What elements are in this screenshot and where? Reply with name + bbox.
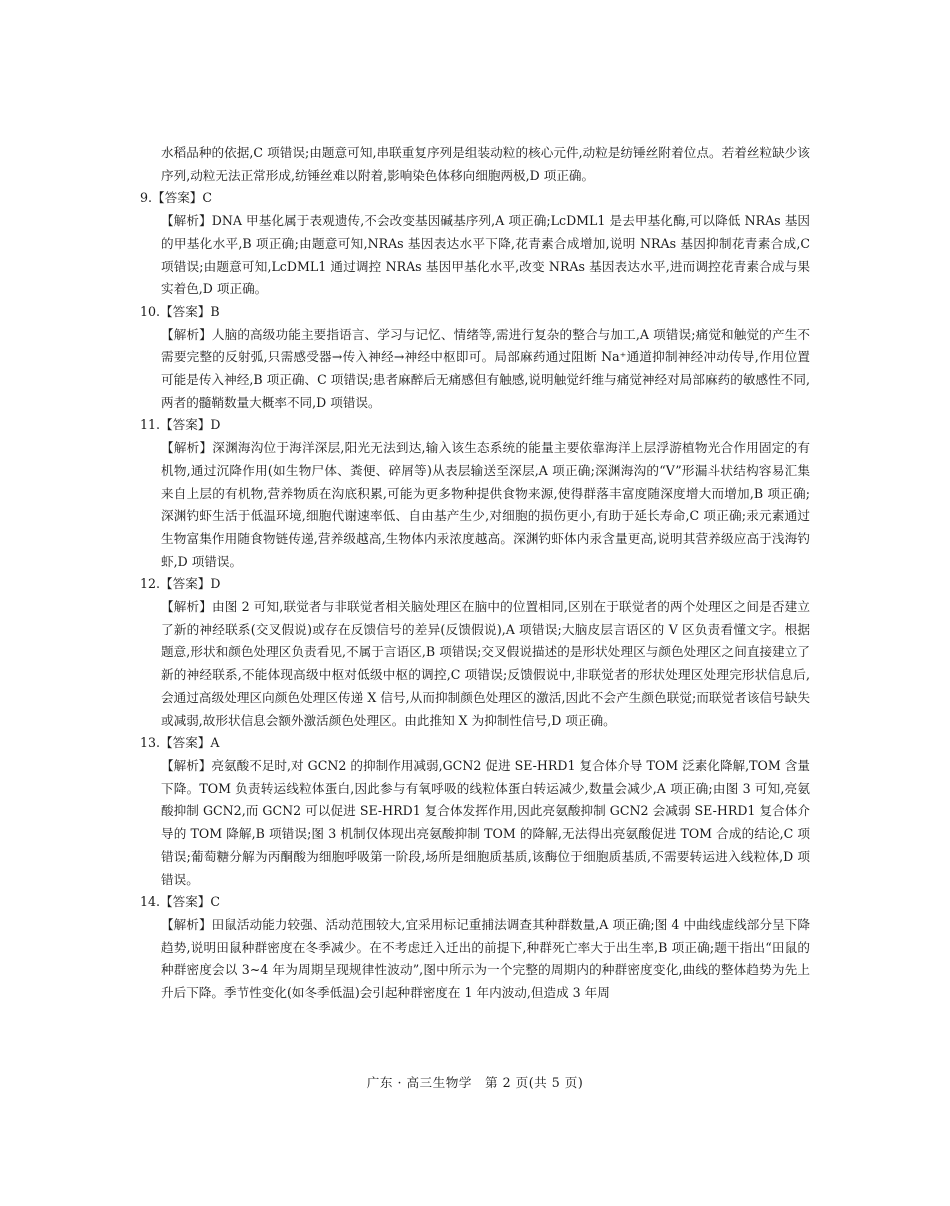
question-14: [140, 891, 810, 1005]
answer-line: 10.【答案】B: [140, 303, 220, 319]
explanation-paragraph: 【解析】亮氨酸不足时,对 GCN2 的抑制作用减弱,GCN2 促进 SE-HRD1 复合体介导 TOM 泛素化降解,TOM 含量下降。TOM 负责转运线粒体蛋白,因此参与有氧呼吸的线粒体蛋白转运减少,数量会减少,A 项正确;由图 3 可知,亮氨酸抑制 GCN2,而 GCN2 可以促进 SE-HRD1 复合体发挥作用,因此亮氨酸抑制 GCN2 会减弱 SE-HRD1 复合体介导的 TOM 降解,B 项错误;图 3 机制仅体现出亮氨酸抑制 TOM 的降解,无法得出亮氨酸促进 TOM 合成的结论,C 项错误;葡萄糖分解为丙酮酸为细胞呼吸第一阶段,场所是细胞质基质,该酶位于细胞质基质,不需要转运进入线粒体,D 项错误。: [161, 757, 810, 887]
page-content: [140, 142, 810, 1005]
question-9: [140, 187, 810, 301]
explanation-paragraph: 【解析】田鼠活动能力较强、活动范围较大,宜采用标记重捕法调查其种群数量,A 项正确;图 4 中曲线虚线部分呈下降趋势,说明田鼠种群密度在冬季减少。在不考虑迁入迁出的前提下,种群死亡率大于出生率,B 项正确;题干指出“田鼠的种群密度会以 3~4 年为周期呈现规律性波动”,图中所示为一个完整的周期内的种群密度变化,曲线的整体趋势为先上升后下降。季节性变化(如冬季低温)会引起种群密度在 1 年内波动,但造成 3 年周: [161, 916, 810, 1001]
question-10: [140, 301, 810, 415]
question-13: [140, 732, 810, 891]
page-footer: 广东 · 高三生物学 第 2 页(共 5 页): [366, 1075, 584, 1090]
intro-paragraph: 水稻品种的依据,C 项错误;由题意可知,串联重复序列是组装动粒的核心元件,动粒是纺锤丝附着位点。若着丝粒缺少该序列,动粒无法正常形成,纺锤丝难以附着,影响染色体移向细胞两极,D 项正确。: [161, 145, 810, 183]
answer-line: 13.【答案】A: [140, 735, 220, 751]
explanation-paragraph: 【解析】DNA 甲基化属于表观遗传,不会改变基因碱基序列,A 项正确;LcDML1 是去甲基化酶,可以降低 NRAs 基因的甲基化水平,B 项正确;由题意可知,NRAs 基因表达水平下降,花青素合成增加,说明 NRAs 基因抑制花青素合成,C 项错误;由题意可知,LcDML1 通过调控 NRAs 基因甲基化水平,改变 NRAs 基因表达水平,进而调控花青素合成与果实着色,D 项正确。: [161, 213, 810, 297]
explanation-paragraph: 【解析】深渊海沟位于海洋深层,阳光无法到达,输入该生态系统的能量主要依靠海洋上层浮游植物光合作用固定的有机物,通过沉降作用(如生物尸体、粪便、碎屑等)从表层输送至深层,A 项正确;深渊海沟的“V”形漏斗状结构容易汇集来自上层的有机物,营养物质在沟底积累,可能为更多物种提供食物来源,使得群落丰富度随深度增大而增加,B 项正确;深渊钓虾生活于低温环境,细胞代谢速率低、自由基产生少,对细胞的损伤更小,有助于延长寿命,C 项正确;汞元素通过生物富集作用随食物链传递,营养级越高,生物体内汞浓度越高。深渊钓虾体内汞含量更高,说明其营养级应高于浅海钓虾,D 项错误。: [161, 440, 810, 569]
explanation-paragraph: 【解析】人脑的高级功能主要指语言、学习与记忆、情绪等,需进行复杂的整合与加工,A 项错误;痛觉和触觉的产生不需要完整的反射弧,只需感受器→传入神经→神经中枢即可。局部麻药通过阻断 Na⁺通道抑制神经冲动传导,作用位置可能是传入神经,B 项正确、C 项错误;患者麻醉后无痛感但有触感,说明触觉纤维与痛觉神经对局部麻药的敏感性不同,两者的髓鞘数量大概率不同,D 项错误。: [161, 326, 810, 410]
answer-line: 9.【答案】C: [140, 190, 213, 206]
question-11: [140, 414, 810, 573]
explanation-paragraph: 【解析】由图 2 可知,联觉者与非联觉者相关脑处理区在脑中的位置相同,区别在于联觉者的两个处理区之间是否建立了新的神经联系(交叉假说)或存在反馈信号的差异(反馈假说),A 项错误;大脑皮层言语区的 V 区负责看懂文字。根据题意,形状和颜色处理区负责看见,不属于言语区,B 项错误;交叉假说描述的是形状处理区与颜色处理区之间直接建立了新的神经联系,不能体现高级中枢对低级中枢的调控,C 项错误;反馈假说中,非联觉者的形状处理区处理完形状信息后,会通过高级处理区向颜色处理区传递 X 信号,从而抑制颜色处理区的激活,因此不会产生颜色联觉;而联觉者该信号缺失或减弱,故形状信息会额外激活颜色处理区。由此推知 X 为抑制性信号,D 项正确。: [161, 599, 810, 728]
answer-line: 14.【答案】C: [140, 894, 221, 910]
answer-line: 12.【答案】D: [140, 576, 221, 592]
question-12: [140, 573, 810, 732]
answer-line: 11.【答案】D: [140, 417, 221, 433]
